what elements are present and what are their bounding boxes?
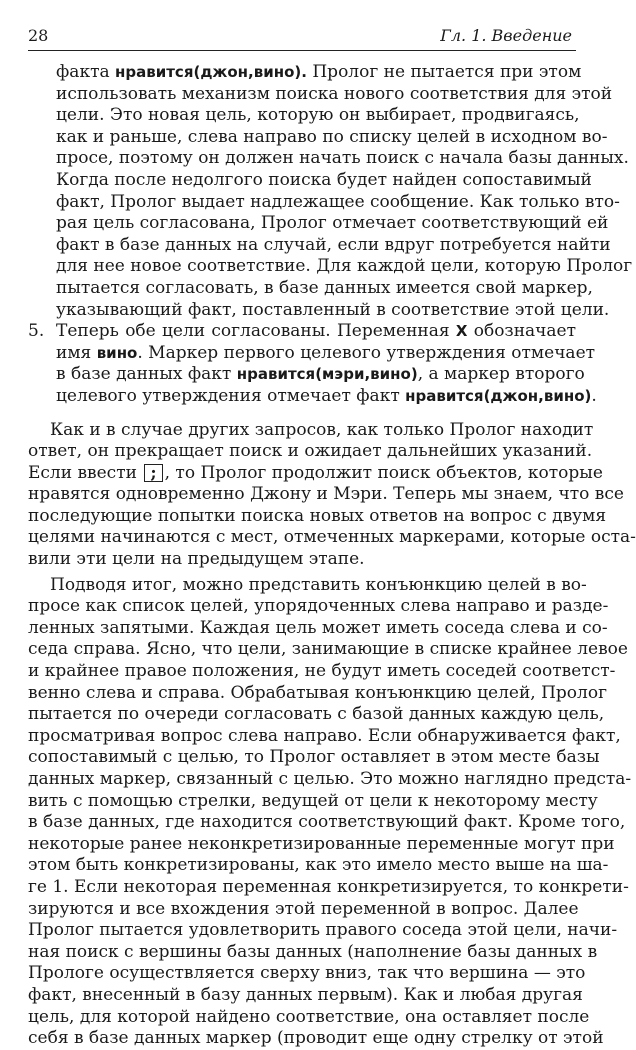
text-line (56, 191, 620, 214)
text-run: целевого утверждения отмечает факт (56, 385, 406, 406)
text-run: Когда после недолгого поиска будет найден сопоставимый (56, 169, 592, 190)
text-line (28, 790, 598, 813)
text-line (28, 833, 615, 856)
text-line (28, 898, 579, 921)
page-header (28, 24, 576, 51)
text-run: Пролог пытается удовлетворить правого соседа этой цели, начи- (28, 920, 618, 941)
text-run: сопоставимый с целью, то Пролог оставляет в этом месте базы (28, 747, 600, 768)
text-line (56, 321, 576, 343)
list-item-number: 5. (28, 321, 45, 342)
text-line (28, 527, 636, 549)
text-line (56, 126, 608, 149)
text-run: как и раньше, слева направо по списку целей в исходном во- (56, 126, 608, 147)
text-run: . (591, 385, 597, 406)
text-line (28, 855, 609, 877)
text-run: Подводя итог, можно представить конъюнкцию целей в во- (50, 574, 587, 595)
text-run: просе, поэтому он должен начать поиск с начала базы данных. (56, 148, 629, 169)
text-run: ленных запятыми. Каждая цель может иметь соседа слева и со- (28, 617, 608, 638)
text-line (28, 941, 598, 964)
bold-term: X (455, 322, 468, 341)
text-line (56, 234, 611, 257)
text-run: этом быть конкретизированы, как это имело место выше на ша- (28, 855, 609, 876)
text-line (56, 213, 609, 235)
text-line (56, 299, 610, 322)
text-line (28, 596, 609, 618)
text-line (28, 639, 628, 661)
text-run: венно слева и справа. Обрабатывая конъюнкцию целей, Пролог (28, 682, 607, 703)
text-run: вить с помощью стрелки, ведущей от цели к некоторому месту (28, 790, 598, 811)
text-run: для нее новое соответствие. Для каждой цели, которую Пролог (56, 256, 633, 277)
text-line (28, 441, 593, 463)
text-line (56, 385, 597, 408)
text-run: ге 1. Если некоторая переменная конкретизируется, то конкрети- (28, 876, 629, 897)
text-run: цели. Это новая цель, которую он выбирает, продвигаясь, (56, 105, 580, 126)
keyboard-key: ; (144, 464, 162, 482)
text-line (28, 462, 603, 485)
running-title: Гл. 1. Введение (440, 26, 572, 45)
text-run: пытается согласовать, в базе данных имеется свой маркер, (56, 277, 593, 298)
text-run: данных маркер, связанный с целью. Это можно наглядно предста- (28, 769, 632, 789)
text-run: . Маркер первого целевого утверждения отмечает (137, 342, 596, 363)
text-run: просматривая вопрос слева направо. Если обнаруживается факт, (28, 725, 621, 746)
text-line (56, 364, 585, 386)
text-line (28, 1006, 590, 1029)
text-run: ная поиск с вершины базы данных (наполнение базы данных в (28, 941, 598, 962)
text-run: факт, Пролог выдает надлежащее сообщение. Как только вто- (56, 191, 620, 212)
text-line (28, 812, 626, 834)
text-run: просе как список целей, упорядоченных слева направо и разде- (28, 596, 609, 617)
text-line (28, 549, 576, 571)
text-run: факта (56, 62, 116, 82)
text-run: седа справа. Ясно, что цели, занимающие в списке крайнее левое (28, 639, 628, 660)
bold-term: нравится(мэри,вино) (236, 365, 418, 384)
text-run: и крайнее правое положения, не будут иметь соседей соответст- (28, 661, 616, 682)
text-line (56, 256, 633, 278)
page-number: 28 (28, 26, 49, 45)
text-run: факт в базе данных на случай, если вдруг потребуется найти (56, 234, 611, 255)
paragraph (28, 574, 632, 1050)
text-line (56, 105, 580, 127)
text-run: Теперь обе цели согласованы. Переменная (56, 321, 456, 342)
text-run: Пролог не пытается при этом (306, 62, 582, 82)
text-line (56, 277, 593, 300)
bold-term: вино (96, 343, 138, 362)
text-run: Как и в случае других запросов, как только Пролог находит (50, 419, 594, 440)
text-run: указывающий факт, поставленный в соответствие этой цели. (56, 299, 610, 320)
text-run: Если ввести (28, 462, 143, 483)
text-line (56, 342, 596, 365)
text-line (28, 484, 624, 506)
text-line (28, 505, 607, 528)
text-run: , а маркер второго (417, 364, 585, 385)
text-run: Прологе осуществляется сверху вниз, так что вершина — это (28, 963, 586, 984)
list-item-4-continuation (28, 62, 633, 321)
text-line (28, 876, 629, 899)
text-run: пытается по очереди согласовать с базой данных каждую цель, (28, 704, 605, 725)
text-run: последующие попытки поиска новых ответов на вопрос с двумя (28, 505, 607, 526)
text-run: целями начинаются с мест, отмеченных маркерами, которые оста- (28, 527, 636, 548)
text-run: нравятся одновременно Джону и Мэри. Теперь мы знаем, что все (28, 484, 624, 505)
text-run: обозначает (467, 321, 577, 342)
text-run: имя (56, 342, 97, 363)
text-line (28, 682, 607, 705)
text-line (28, 747, 600, 769)
text-line (56, 62, 582, 84)
text-line (56, 83, 613, 106)
text-line (56, 169, 592, 192)
text-run: вили эти цели на предыдущем этапе. (28, 549, 365, 570)
text-line (28, 769, 632, 791)
text-line (28, 984, 583, 1007)
text-run: факт, внесенный в базу данных первым). Как и любая другая (28, 984, 583, 1005)
text-line (56, 148, 629, 170)
text-run: рая цель согласована, Пролог отмечает соответствующий ей (56, 213, 609, 234)
text-line (28, 963, 586, 985)
text-line (28, 920, 618, 942)
text-run: в базе данных, где находится соответствующий факт. Кроме того, (28, 812, 626, 833)
text-line (28, 661, 616, 683)
text-run: ответ, он прекращает поиск и ожидает дальнейших указаний. (28, 441, 593, 462)
text-line (28, 704, 605, 726)
text-run: себя в базе данных маркер (проводит еще одну стрелку от этой (28, 1028, 604, 1049)
text-run: цель, для которой найдено соответствие, она оставляет после (28, 1006, 590, 1027)
bold-term: нравится(джон,вино). (115, 63, 307, 81)
text-line (28, 574, 587, 597)
paragraph (28, 419, 636, 571)
text-line (28, 725, 621, 748)
page-body (28, 62, 636, 1050)
text-run: зируются и все вхождения этой переменной в вопрос. Далее (28, 898, 579, 919)
text-line (28, 1028, 604, 1050)
text-run: в базе данных факт (56, 364, 237, 385)
list-item-5 (28, 321, 597, 407)
bold-term: нравится(джон,вино) (405, 386, 592, 405)
text-run: , то Пролог продолжит поиск объектов, которые (164, 462, 603, 483)
text-run: некоторые ранее неконкретизированные переменные могут при (28, 833, 615, 854)
text-line (28, 419, 594, 442)
text-run: использовать механизм поиска нового соответствия для этой (56, 83, 613, 104)
text-line (28, 617, 608, 640)
